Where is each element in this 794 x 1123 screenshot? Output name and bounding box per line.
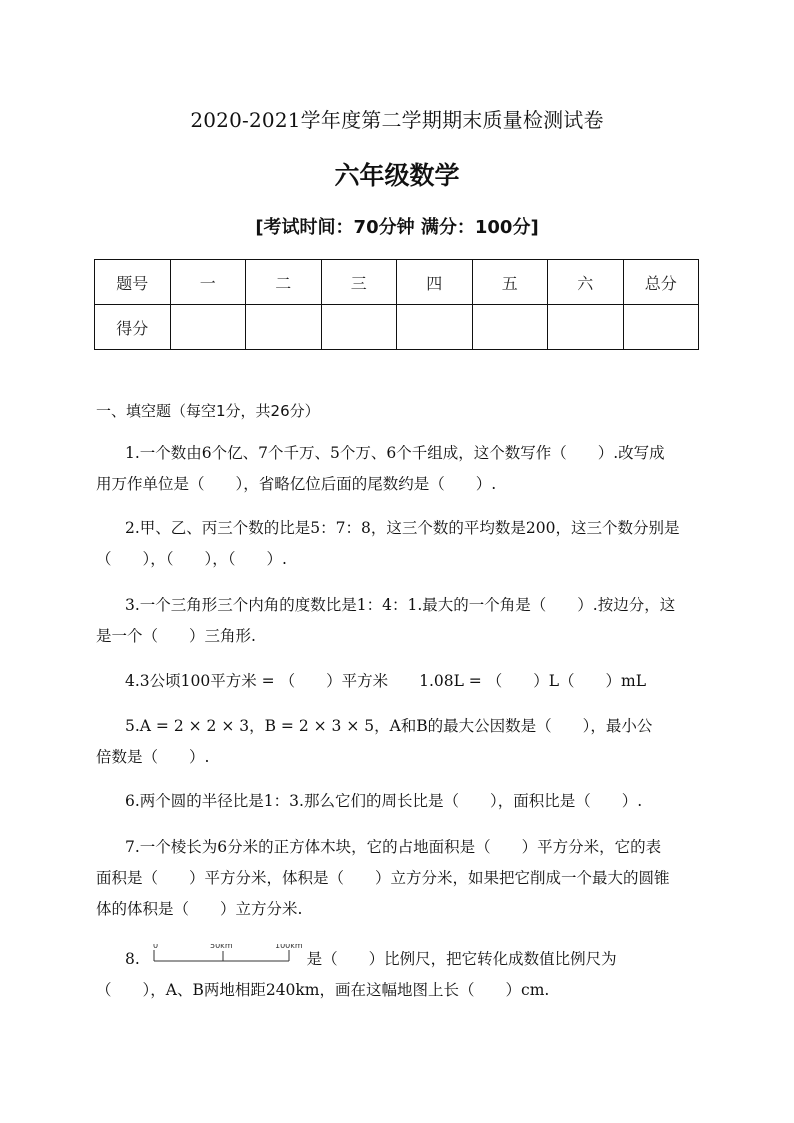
score-table-cell: 三 [321,260,397,305]
score-input-cell[interactable] [548,305,624,350]
question-5 [96,711,698,773]
question-text-line [96,941,698,975]
question-1 [96,438,698,500]
question-6 [96,786,698,817]
question-text-line: 5.A = 2 × 2 × 3，B = 2 × 3 × 5，A和B的最大公因数是（ ），最小公 [125,717,653,735]
score-input-cell[interactable] [246,305,322,350]
scale-label-0: 0 [152,941,158,950]
question-2 [96,513,698,575]
question-text-line: （ ），A、B两地相距240km，画在这幅地图上长（ ）cm. [96,981,550,999]
question-text-line: 体的体积是（ ）立方分米. [96,900,303,918]
question-text-line: 1.一个数由6个亿、7个千万、5个万、6个千组成，这个数写作（ ）.改写成 [125,444,665,462]
question-3 [96,590,698,652]
scale-label-50km: 50km [209,941,233,950]
scale-bar [152,941,303,966]
question-text-line: 4.3公顷100平方米 = （ ）平方米 1.08L = （ ）L（ ）mL [125,672,647,690]
exam-time-score-info: [考试时间：70分钟 满分：100分] [255,217,539,238]
question-text-line: 用万作单位是（ ），省略亿位后面的尾数约是（ ）. [96,475,497,493]
score-input-cell[interactable] [472,305,548,350]
score-table-cell: 四 [397,260,473,305]
score-table-score-row [95,305,699,350]
question-text-inline: 是（ ）比例尺，把它转化成数值比例尺为 [306,950,617,968]
question-text-line: 倍数是（ ）. [96,748,210,766]
score-table-cell: 六 [548,260,624,305]
score-table-cell: 总分 [623,260,699,305]
score-input-cell[interactable] [623,305,699,350]
question-4 [96,666,698,697]
section-heading-fill-blank: 一、填空题（每空1分，共26分） [96,402,320,420]
question-text-line: 是一个（ ）三角形. [96,627,256,645]
score-table [94,259,699,350]
exam-title: 2020-2021学年度第二学期期末质量检测试卷 [190,108,604,132]
score-table-cell: 一 [170,260,246,305]
question-8 [96,941,698,1006]
score-input-cell[interactable] [170,305,246,350]
question-text-line: 3.一个三角形三个内角的度数比是1：4：1.最大的一个角是（ ）.按边分，这 [125,596,676,614]
score-table-cell: 得分 [95,305,171,350]
score-table-cell: 二 [246,260,322,305]
score-table-cell: 题号 [95,260,171,305]
score-input-cell[interactable] [321,305,397,350]
question-text-line: 7.一个棱长为6分米的正方体木块，它的占地面积是（ ）平方分米，它的表 [125,838,662,856]
question-text-line: （ ），（ ），（ ）. [96,550,287,568]
score-table-header-row [95,260,699,305]
question-text-line: 6.两个圆的半径比是1：3.那么它们的周长比是（ ），面积比是（ ）. [125,792,643,810]
score-input-cell[interactable] [397,305,473,350]
question-7 [96,832,698,925]
question-number: 8. [125,950,140,968]
question-text-line: 面积是（ ）平方分米，体积是（ ）立方分米，如果把它削成一个最大的圆锥 [96,869,670,887]
scale-label-100km: 100km [274,941,303,950]
score-table-cell: 五 [472,260,548,305]
subject-title: 六年级数学 [334,161,460,190]
question-text-line: 2.甲、乙、丙三个数的比是5：7：8，这三个数的平均数是200，这三个数分别是 [125,519,680,537]
scale-bar-graphic [152,941,303,967]
